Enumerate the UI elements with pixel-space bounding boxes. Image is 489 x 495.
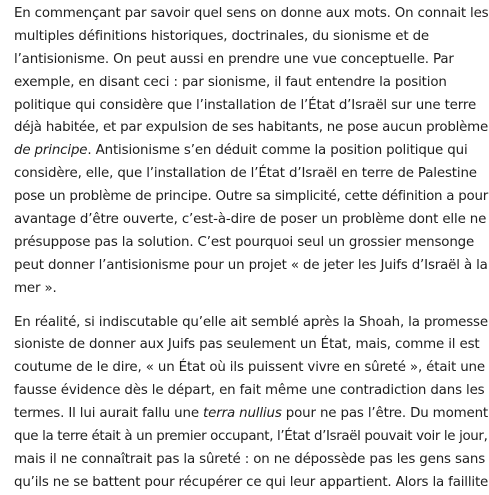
text-run: mais il ne connaîtrait pas la sûreté : on ne dépossède pas les gens sans [14,451,486,467]
text-line [14,72,488,95]
text-run: pose un problème de principe. Outre sa simplicité, cette définition a pour [14,189,488,205]
text-run: . Antisionisme s’en déduit comme la position politique qui [87,143,468,159]
italic-text: de principe [14,143,88,159]
text-run: qu’ils ne se battent pour récupérer ce qui leur appartient. Alors la faillite [14,474,489,490]
text-run: considère, elle, que l’installation de l’État d’Israël en terre de Palestine [14,166,477,182]
text-line [14,472,488,495]
text-run: peut donner l’antisionisme pour un projet « de jeter les Juifs d’Israël à la [14,257,488,273]
text-line [14,312,488,335]
text-run: coutume de le dire, « un État où ils puissent vivre en sûreté », était une [14,360,485,376]
text-line [14,186,488,209]
text-line [14,209,488,232]
text-run: pour ne pas l’être. Du moment [281,406,489,422]
text-run: avantage d’être ouverte, c’est-à-dire de poser un problème dont elle ne [14,212,487,228]
article-body [14,3,488,495]
text-run: mer ». [14,280,57,296]
text-line [14,3,488,26]
paragraph [14,312,488,495]
text-run: multiples définitions historiques, doctrinales, du sionisme et de [14,28,430,44]
text-line [14,278,488,301]
paragraph [14,3,488,301]
text-run: sioniste de donner aux Juifs pas seulement un État, mais, comme il est [14,337,480,353]
text-line [14,255,488,278]
text-line [14,449,488,472]
paragraph-spacer [14,301,488,312]
text-run: que la terre était à un premier occupant, l’État d’Israël pouvait voir le jour, [14,429,488,445]
text-line [14,232,488,255]
text-line [14,334,488,357]
text-line [14,403,488,426]
text-run: politique qui considère que l’installation de l’État d’Israël sur une terre [14,97,477,113]
text-run: déjà habitée, et par expulsion de ses habitants, ne pose aucun problème [14,120,489,136]
text-line [14,117,488,140]
text-run: En commençant par savoir quel sens on donne aux mots. On connait les [14,6,489,21]
text-line [14,380,488,403]
text-run: En réalité, si indiscutable qu’elle ait semblé après la Shoah, la promesse [14,314,488,330]
text-line [14,163,488,186]
text-run: présuppose pas la solution. C’est pourquoi seul un grossier mensonge [14,234,475,250]
text-run: l’antisionisme. On peut aussi en prendre une vue conceptuelle. Par [14,51,454,67]
text-run: fausse évidence dès le départ, en fait même une contradiction dans les [14,383,485,399]
italic-text: terra nullius [203,406,282,422]
text-run: termes. Il lui aurait fallu une [14,406,204,422]
text-run: exemple, en disant ceci : par sionisme, il faut entendre la position [14,74,447,90]
text-line [14,49,488,72]
text-line [14,26,488,49]
text-line [14,357,488,380]
text-line [14,140,488,163]
text-line [14,426,488,449]
text-line [14,95,488,118]
